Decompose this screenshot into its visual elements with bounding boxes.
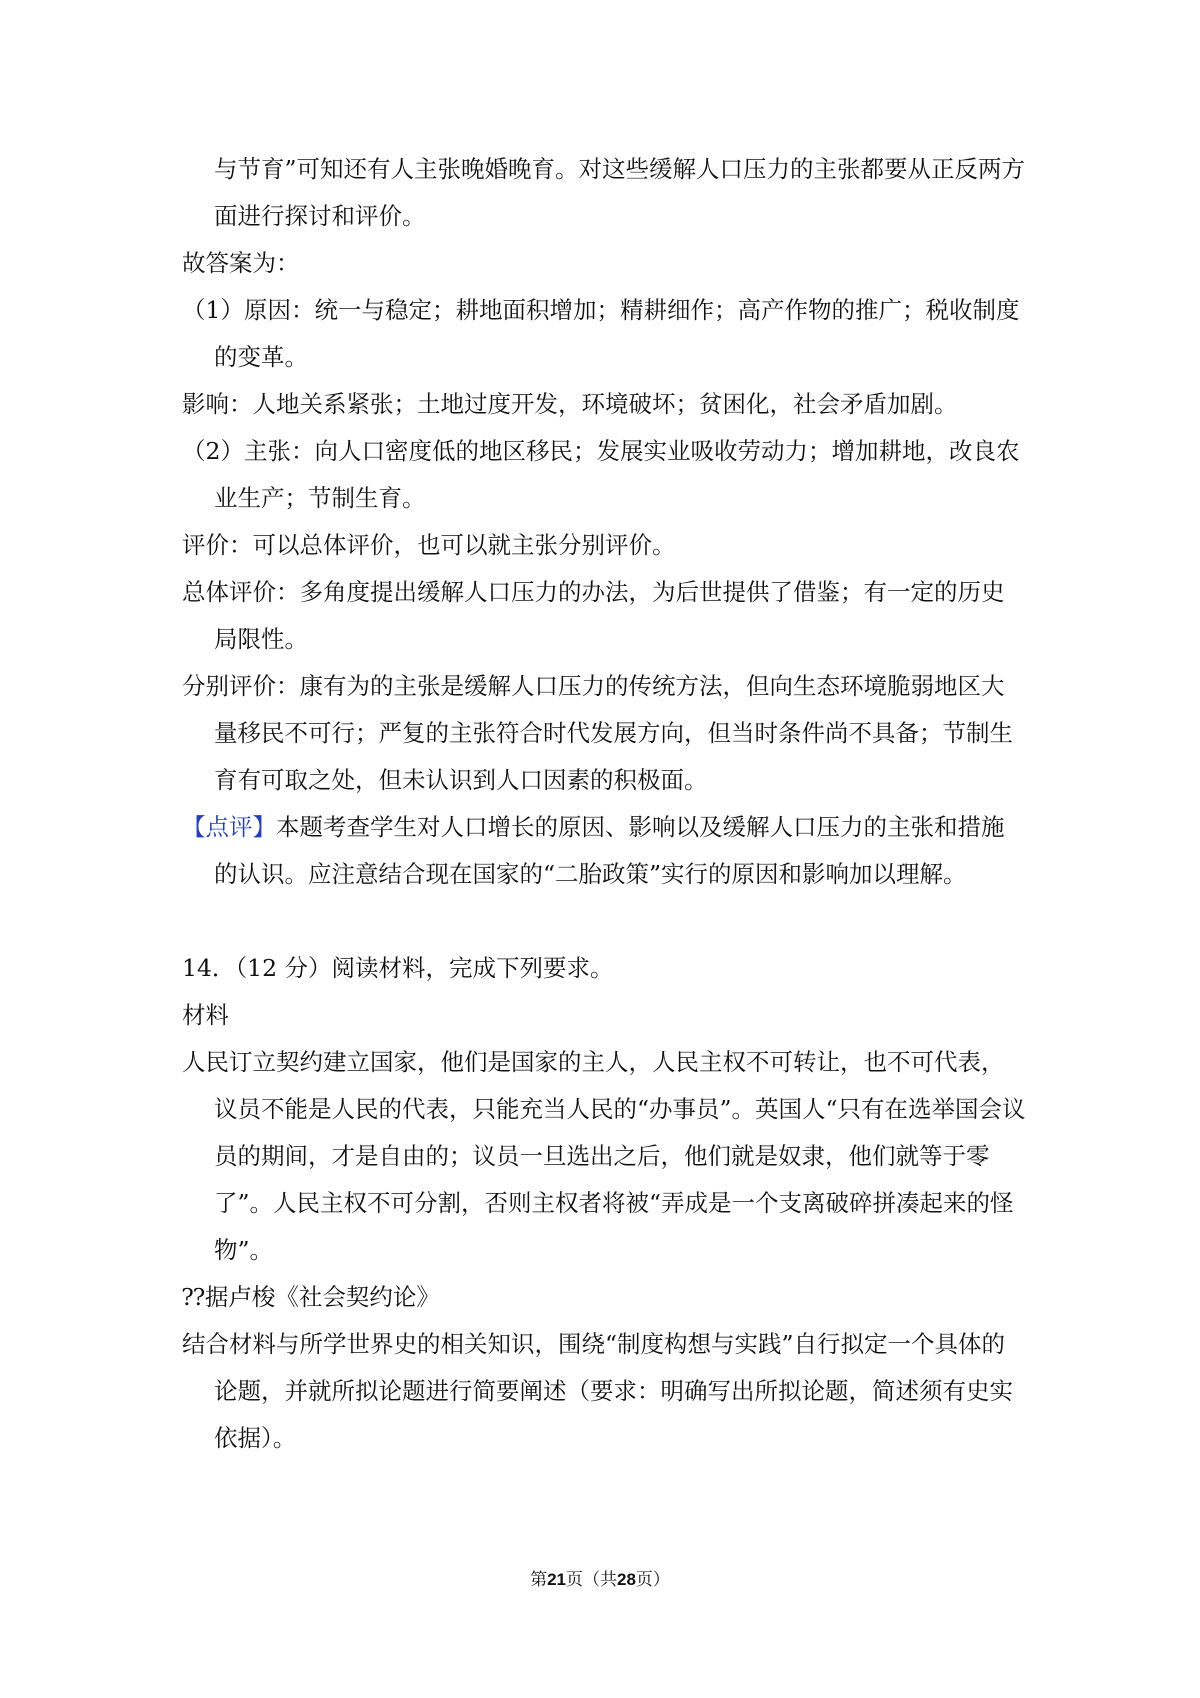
commentary [182, 804, 1027, 898]
question-14-prompt: 结合材料与所学世界史的相关知识，围绕“制度构想与实践”自行拟定一个具体的论题，并就所拟论题进行简要阐述（要求：明确写出所拟论题，简述须有史实依据）。 [182, 1330, 1013, 1452]
answer-heading: 故答案为： [182, 249, 300, 277]
answer-overall-evaluation: 总体评价：多角度提出缓解人口压力的办法，为后世提供了借鉴；有一定的历史局限性。 [182, 578, 1005, 653]
footer-total-pages: 28 [617, 1570, 636, 1589]
question-14-title: 14．（12 分）阅读材料，完成下列要求。 [182, 954, 614, 982]
footer-prefix: 第 [530, 1570, 548, 1590]
commentary-tag: 【点评】 [182, 813, 276, 841]
footer-mid: 页（共 [566, 1570, 617, 1590]
material-source: ⁇据卢梭《社会契约论》 [182, 1283, 440, 1311]
commentary-text: 本题考查学生对人口增长的原因、影响以及缓解人口压力的主张和措施的认识。应注意结合现在国家的“二胎政策”实行的原因和影响加以理解。 [214, 813, 1005, 888]
answer-explanation-continued: 与节育”可知还有人主张晚婚晚育。对这些缓解人口压力的主张都要从正反两方面进行探讨和评价。 [214, 155, 1026, 230]
answer-separate-evaluation: 分别评价：康有为的主张是缓解人口压力的传统方法，但向生态环境脆弱地区大量移民不可行；严复的主张符合时代发展方向，但当时条件尚不具备；节制生育有可取之处，但未认识到人口因素的积极面。 [182, 672, 1013, 794]
page-body [182, 146, 1027, 1462]
material-text: 人民订立契约建立国家，他们是国家的主人，人民主权不可转让，也不可代表，议员不能是人民的代表，只能充当人民的“办事员”。英国人“只有在选举国会议员的期间，才是自由的；议员一旦选出之后，他们就是奴隶，他们就等于零了”。人民主权不可分割，否则主权者将被“弄成是一个支离破碎拼凑起来的怪物”。 [182, 1048, 1026, 1264]
answer-part-2-proposals: （2）主张：向人口密度低的地区移民；发展实业吸收劳动力；增加耕地，改良农业生产；节制生育。 [182, 437, 1020, 512]
page-footer [0, 1568, 1200, 1592]
material-label: 材料 [182, 1001, 229, 1029]
section-spacer [182, 898, 1027, 945]
answer-part-1-causes: （1）原因：统一与稳定；耕地面积增加；精耕细作；高产作物的推广；税收制度的变革。 [182, 296, 1020, 371]
answer-part-2-evaluation: 评价：可以总体评价，也可以就主张分别评价。 [182, 531, 676, 559]
footer-suffix: 页） [635, 1570, 670, 1590]
footer-page-number: 21 [547, 1570, 566, 1589]
answer-part-1-effects: 影响：人地关系紧张；土地过度开发，环境破坏；贫困化，社会矛盾加剧。 [182, 390, 958, 418]
